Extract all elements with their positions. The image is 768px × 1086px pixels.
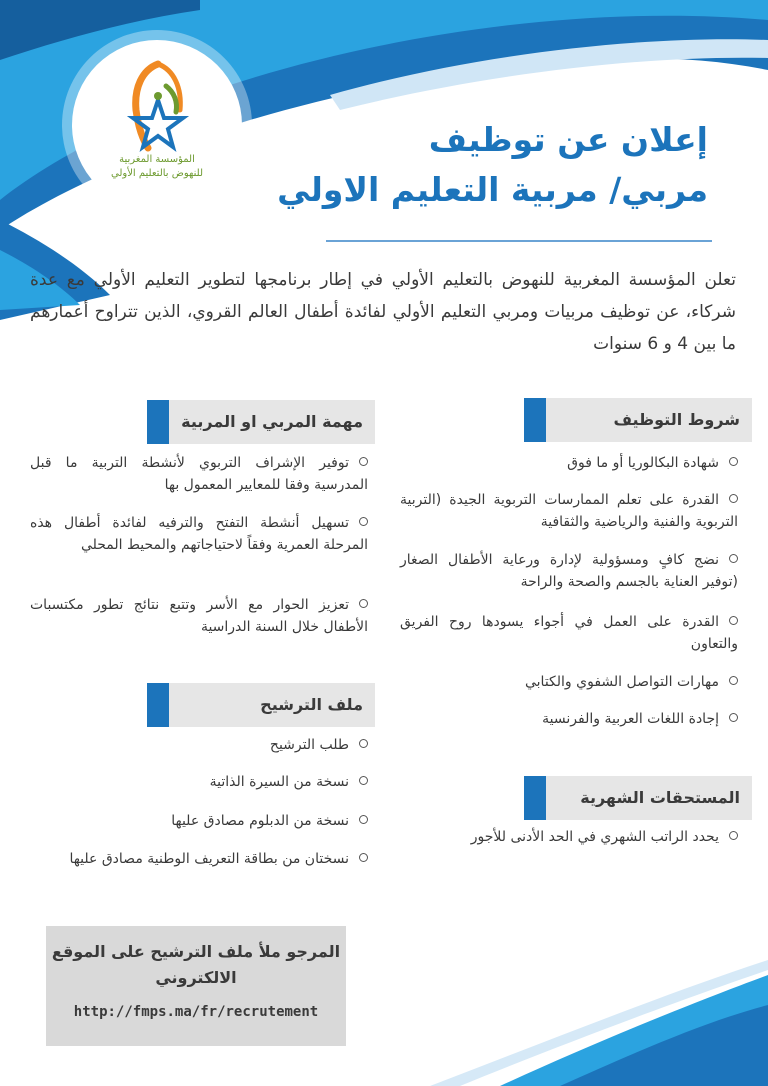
list-item: تعزيز الحوار مع الأسر وتتبع نتائج تطور مكتسبات الأطفال خلال السنة الدراسية (30, 597, 368, 635)
logo-text-line1: المؤسسة المغربية (119, 154, 195, 165)
intro-paragraph: تعلن المؤسسة المغربية للنهوض بالتعليم الأولي في إطار برنامجها لتطوير التعليم الأولي مع عدة شركاء، عن توظيف مربيات ومربي التعليم الأولي لفائدة أطفال العالم القروي، الذين تتراوح أعمارهم ما بين 4 و 6 سنوات (30, 270, 736, 354)
bullet-circle-icon (729, 676, 738, 685)
title-divider (326, 240, 712, 242)
section-accent-bar (524, 776, 546, 820)
list-item: القدرة على العمل في أجواء يسودها روح الفريق والتعاون (400, 614, 738, 652)
cta-text-line1: المرجو ملأ ملف الترشيح على الموقع (51, 942, 341, 961)
bullet-circle-icon (359, 599, 368, 608)
section-title: المستحقات الشهرية (580, 788, 740, 807)
bullet-circle-icon (729, 713, 738, 722)
list-item: نضج كافٍ ومسؤولية لإدارة ورعاية الأطفال الصغار (توفير العناية بالجسم والصحة والراحة (400, 552, 738, 590)
list-item: القدرة على تعلم الممارسات التربوية الجيدة (التربية التربوية والفنية والرياضية والثقافية (400, 492, 738, 530)
star-arch-logo-icon (72, 40, 242, 210)
section-header-dossier (147, 683, 375, 727)
list-item: نسخة من الدبلوم مصادق عليها (30, 810, 368, 832)
list-item: شهادة البكالوريا أو ما فوق (400, 452, 738, 474)
section-header-mission (147, 400, 375, 444)
bullet-circle-icon (729, 457, 738, 466)
section-accent-bar (524, 398, 546, 442)
bullet-circle-icon (359, 457, 368, 466)
list-item: إجادة اللغات العربية والفرنسية (400, 708, 738, 730)
bullet-circle-icon (729, 494, 738, 503)
list-item: يحدد الراتب الشهري في الحد الأدنى للأجور (400, 826, 738, 848)
list-item: نسخة من السيرة الذاتية (30, 771, 368, 793)
logo-text-line2: للنهوض بالتعليم الأولي (111, 168, 203, 179)
section-accent-bar (147, 400, 169, 444)
bullet-circle-icon (359, 517, 368, 526)
recruitment-url-link[interactable]: http://fmps.ma/fr/recrutement (73, 1004, 319, 1020)
cta-text-line2: الالكتروني (155, 968, 237, 987)
bullet-circle-icon (359, 776, 368, 785)
organization-logo (72, 40, 242, 210)
bullet-circle-icon (359, 815, 368, 824)
section-accent-bar (147, 683, 169, 727)
bullet-circle-icon (729, 616, 738, 625)
list-item: توفير الإشراف التربوي لأنشطة التربية ما قبل المدرسية وفقا للمعايير المعمول بها (30, 455, 368, 493)
page-title-line2: مربي/ مربية التعليم الاولي (277, 170, 708, 209)
section-title: شروط التوظيف (613, 410, 740, 429)
bullet-circle-icon (729, 554, 738, 563)
bullet-circle-icon (729, 831, 738, 840)
bullet-circle-icon (359, 739, 368, 748)
section-header-salary (524, 776, 752, 820)
section-title: مهمة المربي او المربية (181, 412, 363, 431)
application-cta-box (46, 926, 346, 1046)
bullet-circle-icon (359, 853, 368, 862)
section-header-requirements (524, 398, 752, 442)
list-item: تسهيل أنشطة التفتح والترفيه لفائدة أطفال هذه المرحلة العمرية وفقاً لاحتياجاتهم والمحيط المحلي (30, 515, 368, 553)
page-title-line1: إعلان عن توظيف (428, 120, 708, 159)
list-item: طلب الترشيح (30, 734, 368, 756)
list-item: نسختان من بطاقة التعريف الوطنية مصادق عليها (30, 848, 368, 870)
section-title: ملف الترشيح (260, 695, 363, 714)
list-item: مهارات التواصل الشفوي والكتابي (400, 671, 738, 693)
